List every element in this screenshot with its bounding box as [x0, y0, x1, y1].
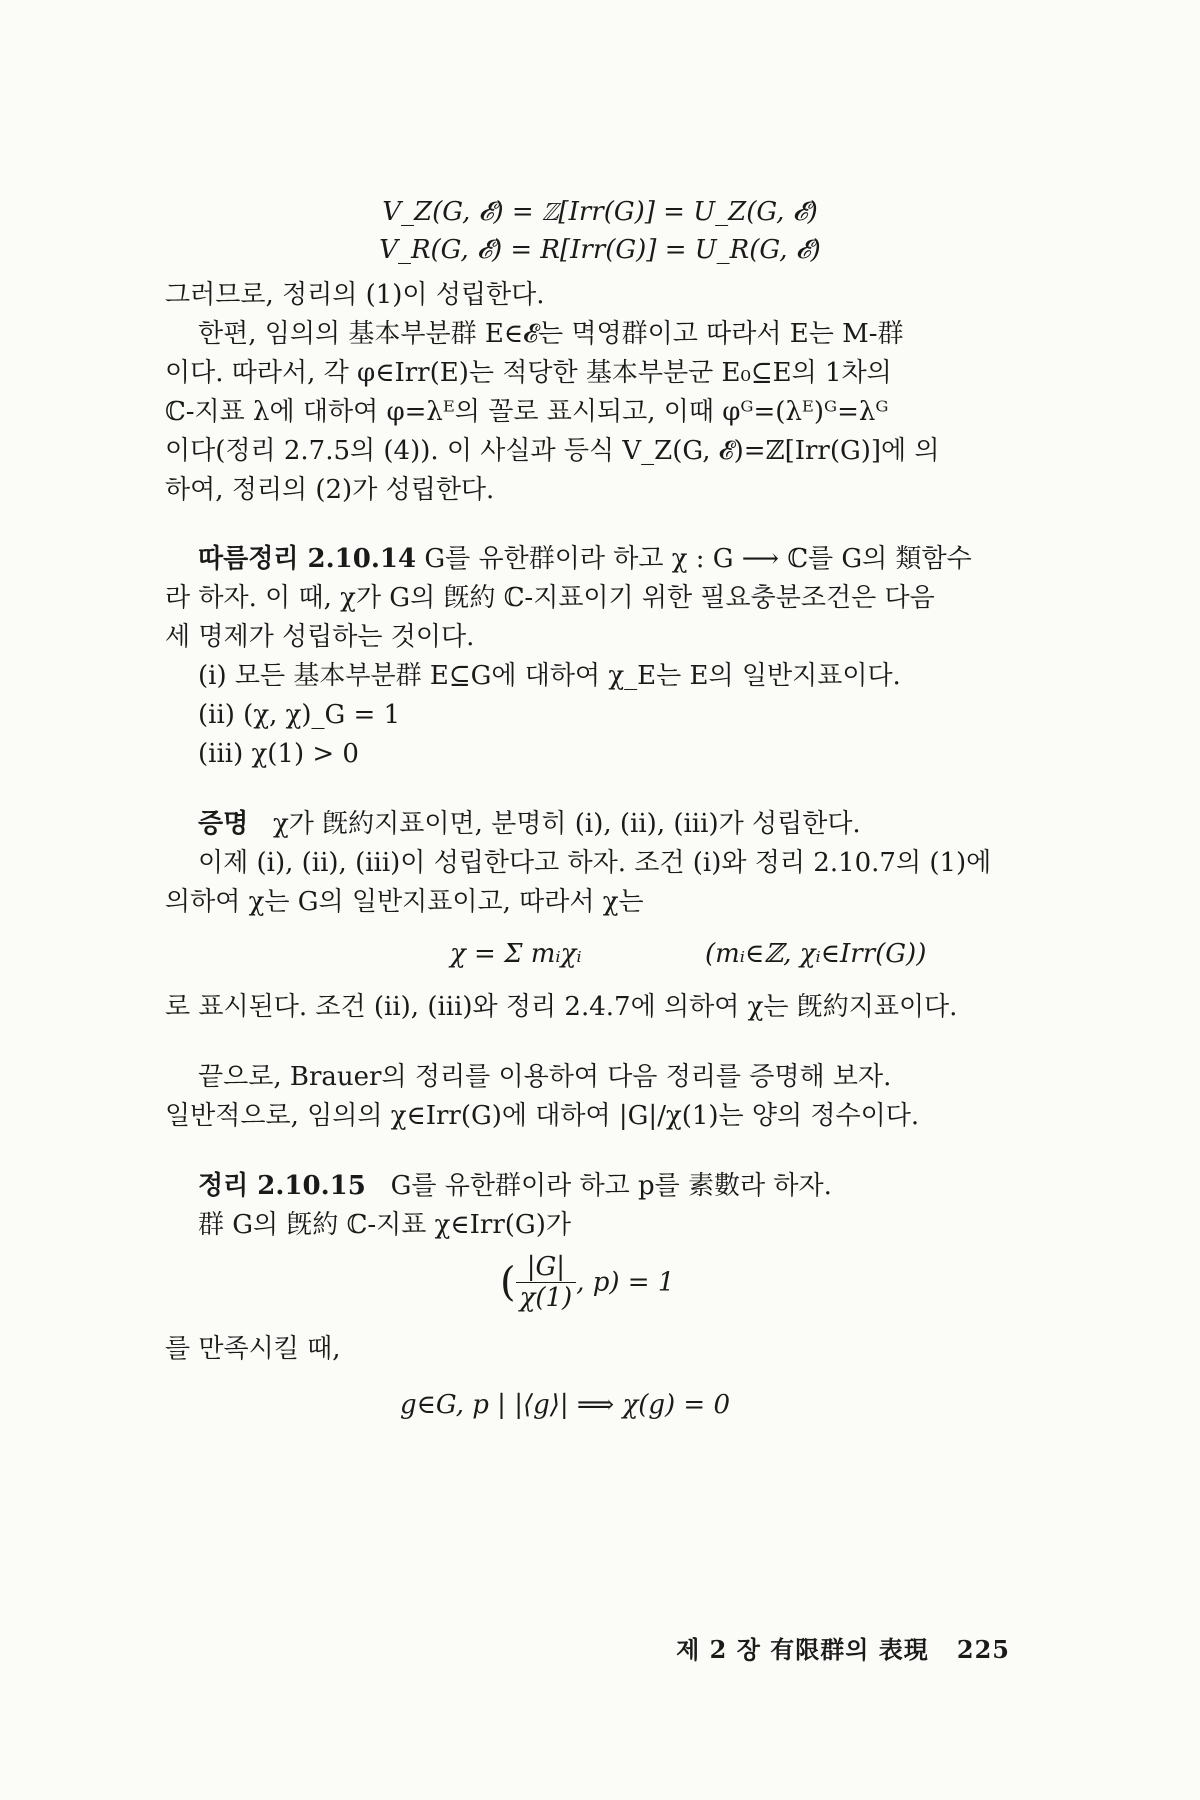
theorem-text: G를 유한群이라 하고 p를 素數라 하자.	[390, 1171, 832, 1201]
equation-vz: V_Z(G, 𝓔) = ℤ[Irr(G)] = U_Z(G, 𝓔)	[382, 197, 818, 227]
equation-coprime: ( $\frac{|G|}{\chi(1)}$ , p) = 1	[500, 1252, 675, 1313]
theorem-heading: 정리 2.10.15	[198, 1171, 366, 1201]
fraction-numerator: |G|	[516, 1252, 577, 1283]
fraction	[516, 1252, 577, 1313]
text-line: 한편, 임의의 基本부분群 E∈𝓔는 멱영群이고 따라서 E는 M-群	[198, 319, 904, 349]
fraction-rest: , p) = 1	[576, 1267, 675, 1298]
fraction-denominator: χ(1)	[519, 1283, 573, 1313]
theorem-2-10-15	[198, 1167, 1068, 1205]
proof-heading: 증명	[198, 809, 249, 839]
text-line: 이제 (i), (ii), (iii)이 성립한다고 하자. 조건 (i)와 정리 2.10.7의 (1)에	[198, 848, 992, 878]
proof-start	[198, 805, 1068, 843]
equation-chi-condition: (mᵢ∈ℤ, χᵢ∈Irr(G))	[705, 939, 927, 969]
text-line: 群 G의 旣約 ℂ-지표 χ∈Irr(G)가	[198, 1210, 571, 1240]
corollary-heading: 따름정리 2.10.14	[198, 544, 417, 574]
page-number: 225	[956, 1635, 1010, 1664]
text-line: 로 표시된다. 조건 (ii), (iii)와 정리 2.4.7에 의하여 χ는 旣約지표이다.	[165, 992, 958, 1022]
text-line: ℂ-지표 λ에 대하여 φ=λᴱ의 꼴로 표시되고, 이때 φᴳ=(λᴱ)ᴳ=λᴳ	[165, 397, 889, 427]
chapter-title: 제 2 장 有限群의 表現	[676, 1635, 929, 1664]
text-line: 세 명제가 성립하는 것이다.	[165, 622, 475, 652]
page-footer	[676, 1630, 1010, 1665]
text-line: 하여, 정리의 (2)가 성립한다.	[165, 475, 495, 505]
text-line: 를 만족시킬 때,	[165, 1334, 341, 1364]
equation-chi-sum: χ = Σ mᵢχᵢ	[450, 939, 582, 969]
equation-vr: V_R(G, 𝓔) = R[Irr(G)] = U_R(G, 𝓔)	[379, 235, 821, 265]
condition-ii: (ii) (χ, χ)_G = 1	[198, 700, 401, 730]
equation-vanishing: g∈G, p | |⟨g⟩| ⟹ χ(g) = 0	[400, 1390, 730, 1420]
corollary-2-10-14	[198, 540, 1068, 578]
text-line: 그러므로, 정리의 (1)이 성립한다.	[165, 280, 545, 310]
text-line: 이다(정리 2.7.5의 (4)). 이 사실과 등식 V_Z(G, 𝓔)=ℤ[Irr(G)]에 의	[165, 436, 940, 466]
corollary-text: G를 유한群이라 하고 χ : G ⟶ ℂ를 G의 類함수	[424, 544, 972, 574]
text-line: 라 하자. 이 때, χ가 G의 旣約 ℂ-지표이기 위한 필요충분조건은 다음	[165, 583, 935, 613]
text-line: 끝으로, Brauer의 정리를 이용하여 다음 정리를 증명해 보자.	[198, 1062, 892, 1092]
text-line: 의하여 χ는 G의 일반지표이고, 따라서 χ는	[165, 887, 644, 917]
condition-i: (i) 모든 基本부분群 E⊆G에 대하여 χ_E는 E의 일반지표이다.	[198, 661, 901, 691]
text-line: 이다. 따라서, 각 φ∈Irr(E)는 적당한 基本부분군 E₀⊆E의 1차의	[165, 358, 892, 388]
text-line: 일반적으로, 임의의 χ∈Irr(G)에 대하여 |G|/χ(1)는 양의 정수이다.	[165, 1101, 920, 1131]
condition-iii: (iii) χ(1) > 0	[198, 739, 359, 769]
proof-text: χ가 旣約지표이면, 분명히 (i), (ii), (iii)가 성립한다.	[273, 809, 861, 839]
